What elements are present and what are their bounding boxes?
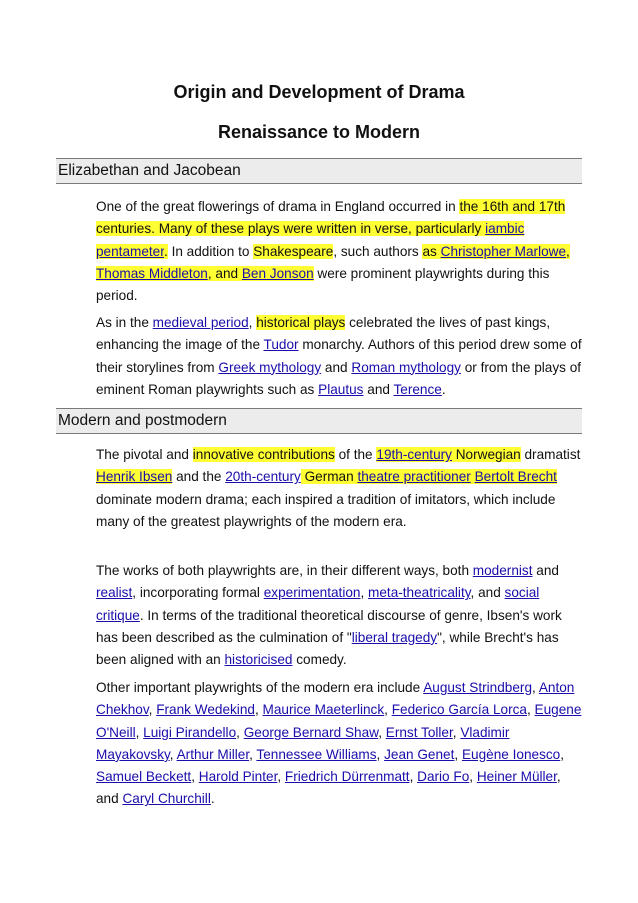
highlight: innovative contributions (192, 447, 335, 462)
link-playwright[interactable]: Eugène Ionesco (461, 746, 561, 762)
text: The works of both playwrights are, in their different ways, both (96, 563, 473, 578)
link-playwright[interactable]: Tennessee Williams (256, 746, 377, 762)
separator: , (384, 702, 392, 718)
separator: , (191, 769, 199, 785)
separator: , (277, 769, 285, 785)
section-heading-elizabethan: Elizabethan and Jacobean (56, 158, 582, 184)
link-playwright[interactable]: Vladimir Mayakovsky (96, 724, 510, 762)
link-liberal-tragedy[interactable]: liberal tragedy (351, 629, 438, 645)
link-playwright[interactable]: Heiner Müller (476, 769, 557, 785)
text: As in the (96, 315, 153, 330)
separator: , (148, 702, 157, 718)
link-plautus[interactable]: Plautus (318, 381, 364, 397)
text: One of the great flowerings of drama in England occurred in (96, 199, 460, 214)
highlight: Norwegian (451, 447, 521, 462)
text: , (360, 585, 369, 601)
link-iambic-pentameter[interactable]: iambic pentameter (96, 221, 525, 259)
link-playwright[interactable]: Anton Chekhov (96, 680, 575, 718)
link-henrik-ibsen[interactable]: Henrik Ibsen (96, 469, 173, 485)
separator: , (378, 724, 386, 740)
link-historicised[interactable]: historicised (224, 652, 293, 668)
text: dramatist (520, 447, 581, 462)
paragraph-modern-2 (96, 560, 584, 671)
link-theatre-practitioner[interactable]: theatre practitioner (357, 469, 471, 485)
link-greek-mythology[interactable]: Greek mythology (218, 359, 322, 375)
text: comedy. (292, 652, 347, 668)
link-playwright[interactable]: Luigi Pirandello (143, 724, 237, 740)
link-playwright[interactable]: Samuel Beckett (96, 769, 192, 785)
link-realist[interactable]: realist (96, 585, 133, 601)
separator: , (532, 680, 539, 695)
text: ", while Brecht's has been aligned with an (96, 629, 559, 668)
link-playwright[interactable]: Frank Wedekind (156, 702, 255, 718)
paragraph-elizabethan-1 (96, 196, 584, 307)
highlight: the 16th and 17th centuries. Many of these plays were written in verse, particularly (96, 199, 566, 237)
link-playwright[interactable]: August Strindberg (423, 680, 533, 695)
document-subtitle: Renaissance to Modern (217, 122, 421, 142)
link-christopher-marlowe[interactable]: Christopher Marlowe (440, 243, 567, 259)
link-social-critique[interactable]: social critique (96, 585, 540, 623)
paragraph-modern-1 (96, 444, 584, 533)
highlight: , (566, 243, 570, 259)
text: , incorporating formal (132, 585, 264, 601)
link-thomas-middleton[interactable]: Thomas Middleton (96, 265, 208, 281)
text: monarchy. Authors of this period drew some of their storylines from (96, 337, 582, 375)
text: and (321, 359, 352, 375)
text: The pivotal and (96, 447, 193, 462)
separator: , (376, 746, 385, 762)
link-playwright[interactable]: Eugene O'Neill (96, 702, 582, 740)
separator: , (169, 746, 177, 762)
text: In addition to (167, 243, 254, 259)
text: were prominent playwrights during this period. (96, 265, 550, 304)
separator: , (409, 769, 418, 785)
paragraph-modern-3 (96, 677, 584, 811)
text: , and (470, 585, 505, 601)
separator: , (135, 724, 144, 740)
link-experimentation[interactable]: experimentation (263, 585, 361, 601)
link-modernist[interactable]: modernist (472, 563, 533, 578)
highlight: historical plays (256, 315, 346, 330)
separator: , (469, 769, 477, 785)
highlight: , and (207, 265, 242, 281)
link-playwright[interactable]: Dario Fo (417, 769, 470, 785)
link-playwright[interactable]: Friedrich Dürrenmatt (284, 769, 410, 785)
separator: , (254, 702, 263, 718)
separator: , (236, 724, 244, 740)
separator: . (210, 791, 215, 807)
text: dominate modern drama; each inspired a tradition of imitators, which include many of the greatest playwrights of the modern era. (96, 491, 556, 529)
link-meta-theatricality[interactable]: meta-theatricality (368, 585, 471, 601)
link-20th-century[interactable]: 20th-century (225, 469, 301, 485)
text: celebrated the lives of past kings, enhancing the image of the (96, 315, 551, 353)
link-19th-century[interactable]: 19th-century (376, 447, 452, 462)
text: and the (172, 469, 226, 485)
link-playwright[interactable]: Ernst Toller (385, 724, 453, 740)
link-terence[interactable]: Terence (393, 381, 442, 397)
separator: , (454, 746, 462, 762)
separator: , (560, 746, 565, 762)
highlight: German (300, 469, 358, 485)
separator: , (249, 746, 257, 762)
separator: , (452, 724, 461, 740)
text: or from the plays of eminent Roman playwrights such as (96, 359, 582, 397)
text: , such authors (333, 243, 423, 259)
text: and (532, 563, 559, 578)
link-playwright[interactable]: Arthur Miller (176, 746, 250, 762)
link-playwright[interactable]: Harold Pinter (198, 769, 278, 785)
link-playwright[interactable]: Federico García Lorca (391, 702, 527, 718)
paragraph-elizabethan-2 (96, 312, 584, 401)
link-playwright[interactable]: Maurice Maeterlinck (262, 702, 385, 718)
link-playwright[interactable]: Caryl Churchill (122, 791, 211, 807)
highlight: . (164, 243, 168, 259)
playwright-list (96, 680, 581, 806)
separator: , and (96, 769, 561, 807)
link-bertolt-brecht[interactable]: Bertolt Brecht (474, 469, 557, 485)
link-playwright[interactable]: Jean Genet (384, 746, 455, 762)
separator: , (526, 702, 535, 718)
link-playwright[interactable]: George Bernard Shaw (243, 724, 379, 740)
text: Other important playwrights of the modern era include (96, 680, 424, 695)
text: , (248, 315, 257, 330)
text: of the (334, 447, 377, 462)
link-medieval-period[interactable]: medieval period (152, 315, 249, 330)
document-title: Origin and Development of Drama (173, 82, 465, 102)
text: and (363, 381, 394, 397)
text: . (441, 381, 446, 397)
link-ben-jonson[interactable]: Ben Jonson (241, 265, 314, 281)
highlight: as (422, 243, 441, 259)
highlight: Shakespeare (253, 243, 334, 259)
link-tudor[interactable]: Tudor (263, 337, 299, 353)
text: . In terms of the traditional theoretical discourse of genre, Ibsen's work has been described as the culmination of " (96, 607, 562, 645)
link-roman-mythology[interactable]: Roman mythology (351, 359, 461, 375)
section-heading-modern: Modern and postmodern (56, 408, 582, 434)
